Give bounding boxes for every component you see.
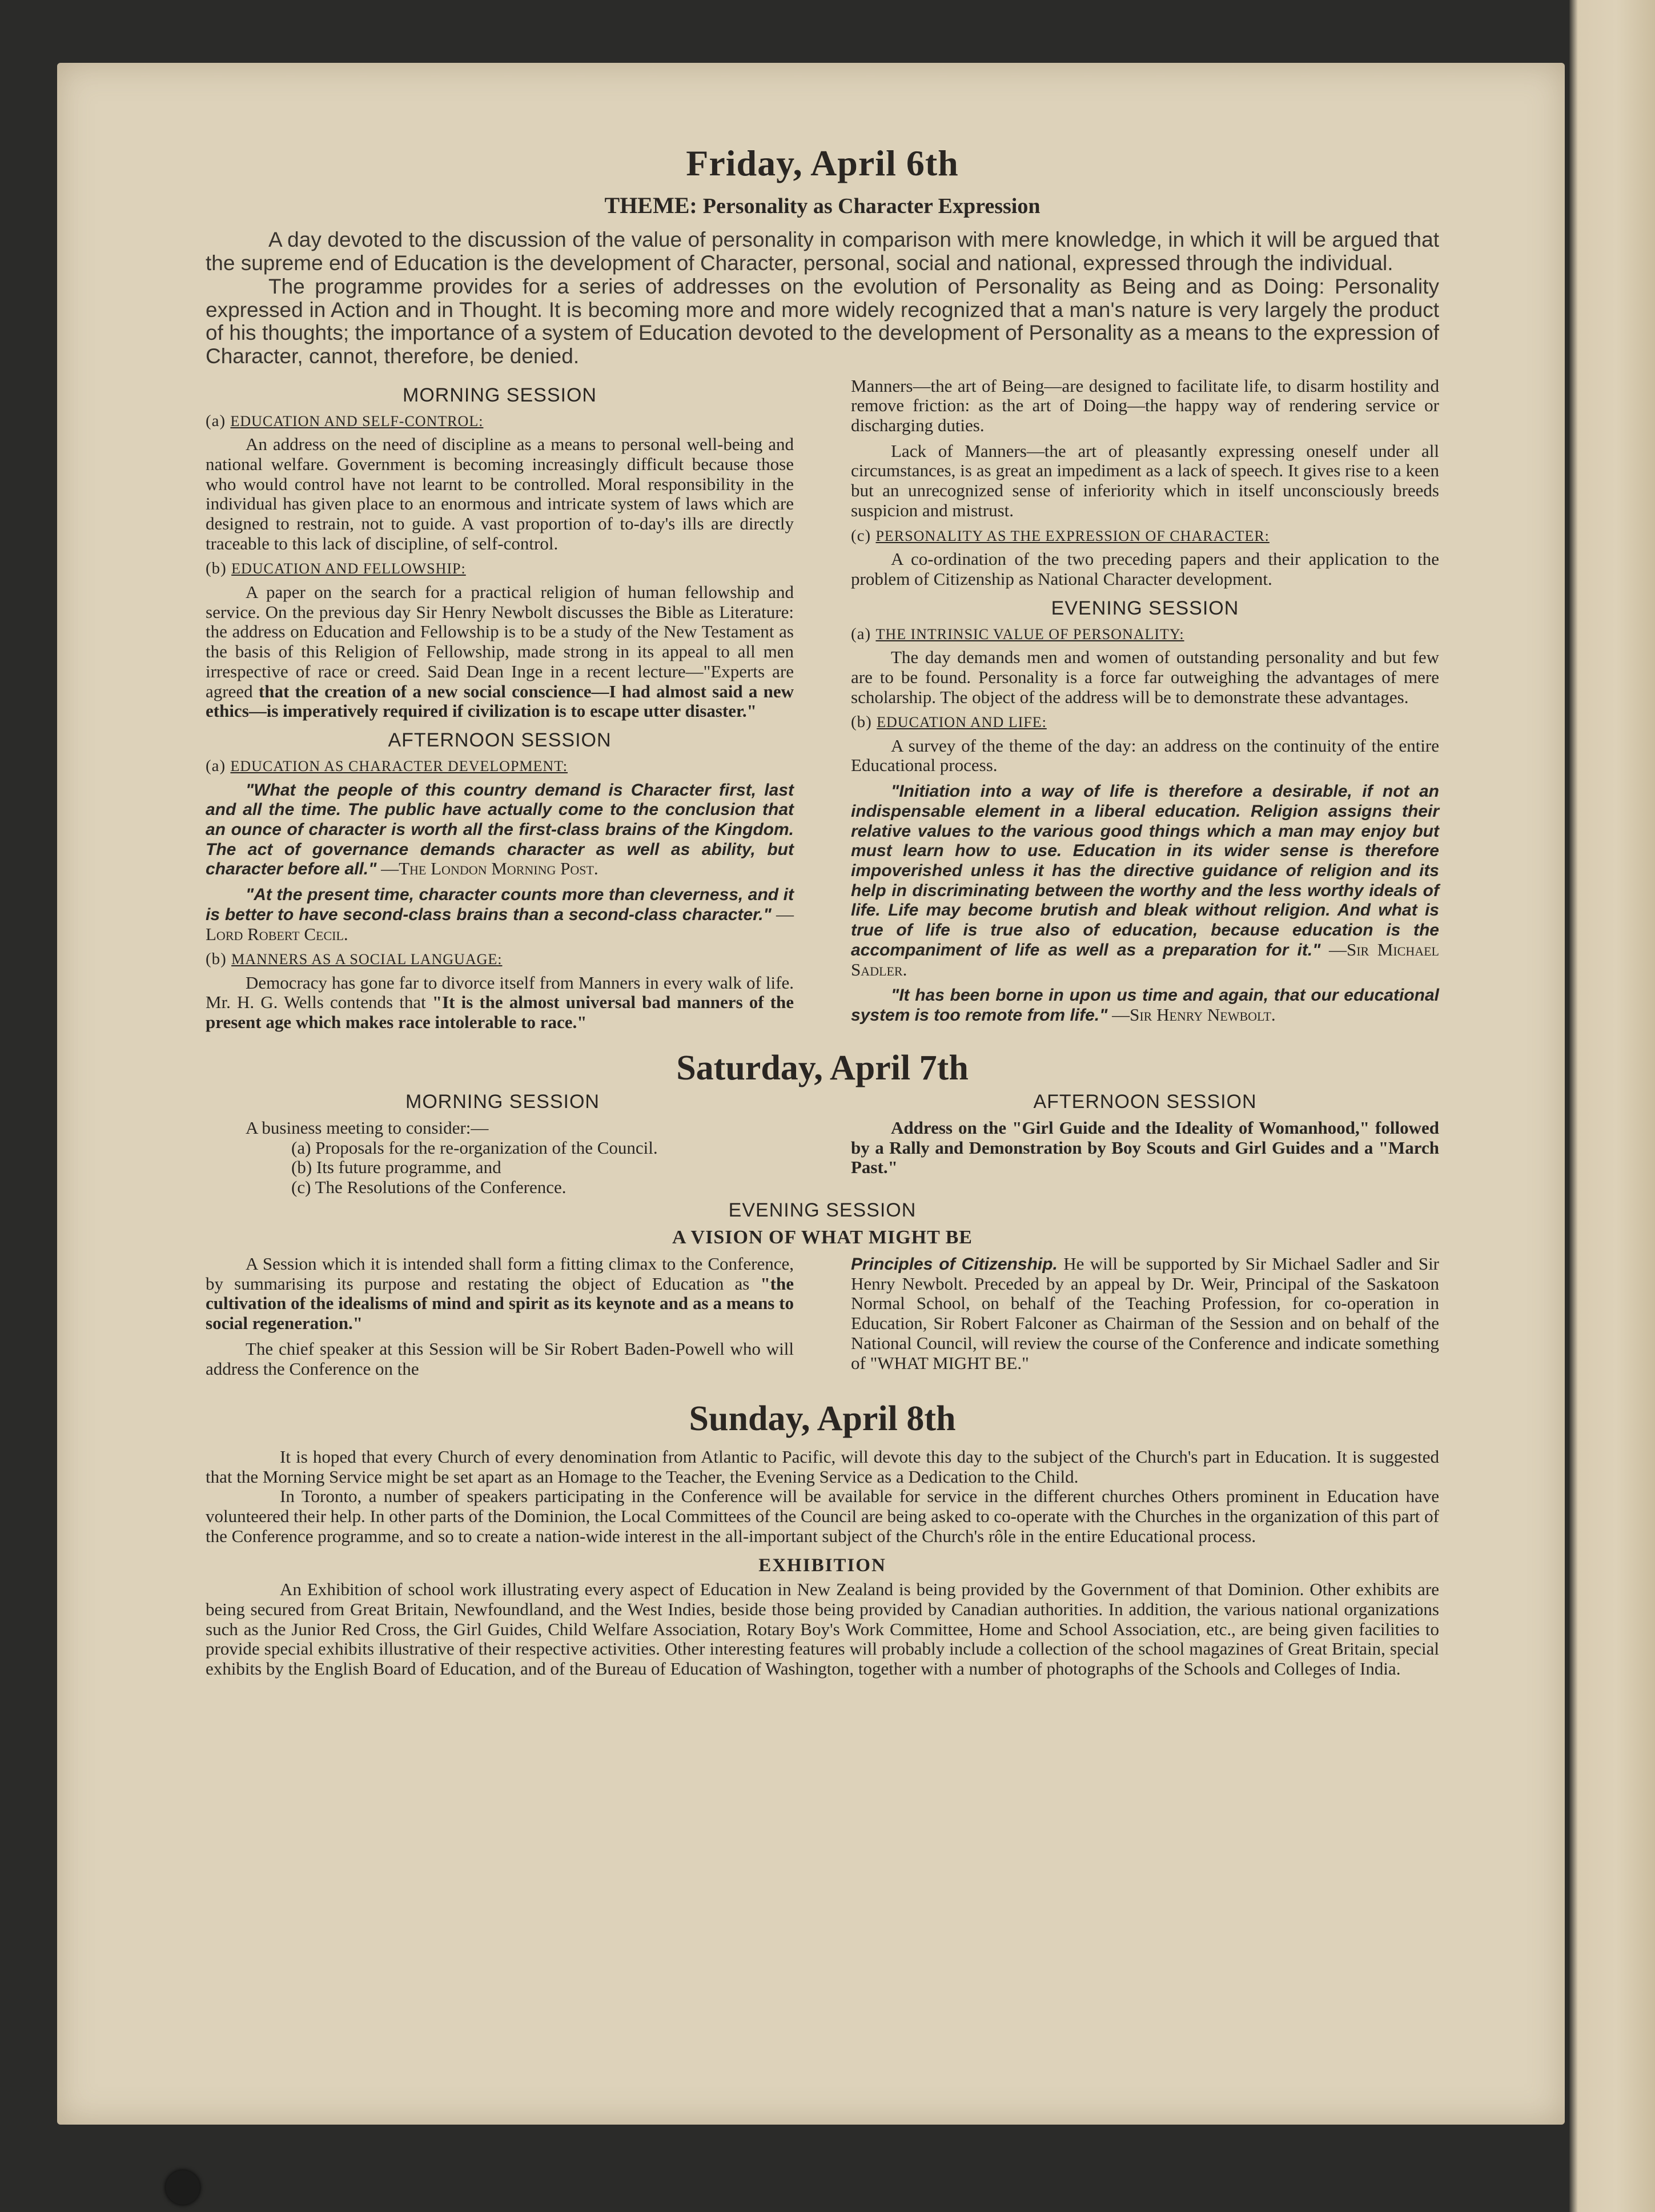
intro-paragraph-2: The programme provides for a series of addresses on the evolution of Personality as Being and as Doing: Personality expressed in Action and in Thought. It is becoming more and more widely recognized that a man's nature is very largely the product of his thoughts; the importance of a system of Education devoted to the development of Personality as a means to the expression of Character, cannot, therefore, be denied.: [206, 274, 1439, 368]
saturday-afternoon-heading: AFTERNOON SESSION: [1033, 1090, 1257, 1113]
afternoon-c-heading: (c) PERSONALITY AS THE EXPRESSION OF CHARACTER:: [851, 526, 1270, 545]
sunday-title: Sunday, April 8th: [689, 1399, 956, 1439]
adjacent-page-edge: [1569, 0, 1655, 2212]
vision-text-1: A Session which it is intended shall form a fitting climax to the Conference, by summarising its purpose and restating the object of Education as "the cultivation of the idealisms of mind and spirit as its keynote and as a means to social regeneration.": [206, 1254, 794, 1334]
morning-a-text: An address on the need of discipline as a means to personal well-being and national welfare. Government is becoming increasingly difficult because those who would control have not learnt to be controlled. Moral responsibility in the individual has given place to an enormous and intricate system of laws which are designed to restrain, not to guide. A vast proportion of to-day's ills are directly traceable to this lack of discipline, of self-control.: [206, 434, 794, 553]
friday-right-column: [851, 376, 1439, 1038]
friday-left-column: [206, 376, 794, 1038]
afternoon-b-text-3: Lack of Manners—the art of pleasantly expressing oneself under all circumstances, is as great an impediment as a lack of speech. It gives rise to a keen but an unrecognized sense of inferiority which in itself unconsciously breeds suspicion and mistrust.: [851, 440, 1439, 520]
vision-text-2: The chief speaker at this Session will be Sir Robert Baden-Powell who will address the Conference on the: [206, 1338, 794, 1379]
document-content: [206, 143, 1439, 1679]
vision-right-column: [851, 1254, 1439, 1384]
exhibition-text: An Exhibition of school work illustrating every aspect of Education in New Zealand is being provided by the Government of that Dominion. Other exhibits are being secured from Great Britain, Newfoundland, and the West Indies, beside those being provided by Canadian authorities. In addition, the various national organizations such as the Junior Red Cross, the Girl Guides, Child Welfare Association, Rotary Boy's Work Committee, Home and School Association, etc., are being given facilities to provide special exhibits illustrative of their respective activities. Other interesting features will probably include a collection of the school magazines of Great Britain, special exhibits by the English Board of Education, and of the Bureau of Education of Washington, together with a number of photographs of the Schools and Colleges of India.: [206, 1579, 1439, 1679]
evening-b-quote-2: "It has been borne in upon us time and again, that our educational system is too remote from life." —Sir Henry Newbolt.: [851, 986, 1439, 1025]
afternoon-b-text: Democracy has gone far to divorce itself from Manners in every walk of life. Mr. H. G. Wells contends that "It is the almost universal bad manners of the present age which makes race intolerable to race.": [206, 972, 794, 1033]
evening-a-heading: (a) THE INTRINSIC VALUE OF PERSONALITY:: [851, 624, 1184, 643]
list-item: (c) The Resolutions of the Conference.: [291, 1177, 567, 1198]
vision-heading: A VISION OF WHAT MIGHT BE: [672, 1226, 973, 1248]
saturday-morning-list: [206, 1138, 800, 1198]
morning-session-heading: MORNING SESSION: [403, 384, 597, 406]
evening-a-text: The day demands men and women of outstanding personality and but few are to be found. Personality is a force far outweighing the advantages of mere scholarship. The object of the address will be to demonstrate these advantages.: [851, 647, 1439, 707]
list-item: (a) Proposals for the re-organization of the Council.: [291, 1137, 658, 1158]
afternoon-a-quote: "What the people of this country demand is Character first, last and all the time. The public have actually come to the conclusion that an ounce of character is worth all the first-class brains of the Kingdom. The act of governance demands character as well as ability, but character before all." —The London Morning Post.: [206, 780, 794, 879]
sunday-section: [206, 1447, 1439, 1679]
saturday-morning-heading: MORNING SESSION: [405, 1090, 600, 1113]
sunday-text-1: It is hoped that every Church of every denomination from Atlantic to Pacific, will devote this day to the subject of the Church's part in Education. It is suggested that the Morning Service might be set apart as an Homage to the Teacher, the Evening Service as a Dedication to the Child.: [206, 1446, 1439, 1487]
binder-hole: [166, 2170, 200, 2205]
friday-intro: [206, 228, 1439, 368]
friday-theme: [206, 193, 1439, 219]
sunday-text-2: In Toronto, a number of speakers participating in the Conference will be available for service in the different churches Others prominent in Education have volunteered their help. In other parts of the Dominion, the Local Committees of the Council are being asked to co-operate with the Churches in the organization of this part of the Conference programme, and so to create a nation-wide interest in the all-important subject of the Church's rôle in the entire Educational process.: [206, 1486, 1439, 1546]
exhibition-heading: EXHIBITION: [758, 1555, 886, 1576]
afternoon-a-quote-2: "At the present time, character counts more than cleverness, and it is better to have second-class brains than a second-class character." —Lord Robert Cecil.: [206, 885, 794, 944]
friday-title: Friday, April 6th: [686, 143, 959, 183]
afternoon-b-heading: (b) MANNERS AS A SOCIAL LANGUAGE:: [206, 950, 503, 969]
afternoon-a-heading: (a) EDUCATION AS CHARACTER DEVELOPMENT:: [206, 757, 568, 776]
afternoon-c-text: A co-ordination of the two preceding papers and their application to the problem of Citizenship as National Character development.: [851, 549, 1439, 589]
evening-session-heading: EVENING SESSION: [1051, 597, 1239, 619]
vision-columns: [206, 1254, 1439, 1384]
morning-a-heading: (a) EDUCATION AND SELF-CONTROL:: [206, 411, 484, 430]
saturday-evening-heading: EVENING SESSION: [728, 1199, 917, 1221]
theme-label: THEME:: [604, 192, 697, 218]
evening-b-text: A survey of the theme of the day: an address on the continuity of the entire Educational process.: [851, 735, 1439, 776]
morning-b-text: A paper on the search for a practical religion of human fellowship and service. On the previous day Sir Henry Newbolt discusses the Bible as Literature: the address on Education and Fellowship is to be a study of the New Testament as the basis of this Religion of Fellowship, made strong in its appeal to all men irrespective of race or creed. Said Dean Inge in a recent lecture—"Experts are agreed that the creation of a new social conscience—I had almost said a new ethics—is imperatively required if civilization is to escape utter disaster.": [206, 581, 794, 721]
evening-b-quote: "Initiation into a way of life is therefore a desirable, if not an indispensable element in a liberal education. Religion assigns their relative values to the various good things which a man may enjoy but must learn how to use. Education in its wider sense is therefore impoverished unless it has the directive guidance of religion and its help in discriminating between the worthy and the less worthy ideals of life. Life may become brutish and bleak without religion. And what is true of life is true also of education, because education is the accompaniment of life as well as a preparation for it." —Sir Michael Sadler.: [851, 782, 1439, 979]
evening-b-heading: (b) EDUCATION AND LIFE:: [851, 713, 1047, 732]
saturday-title: Saturday, April 7th: [676, 1048, 969, 1087]
saturday-morning: [206, 1083, 800, 1198]
saturday-afternoon: [851, 1083, 1439, 1178]
theme-text: Personality as Character Expression: [702, 194, 1041, 218]
list-item: (b) Its future programme, and: [291, 1157, 501, 1178]
saturday-section: [206, 1048, 1439, 1198]
afternoon-b-text-2: Manners—the art of Being—are designed to facilitate life, to disarm hostility and remove friction: as the art of Doing—the happy way of rendering service or discharging duties.: [851, 375, 1439, 436]
intro-paragraph-1: A day devoted to the discussion of the value of personality in comparison with mere knowledge, in which it will be argued that the supreme end of Education is the development of Character, personal, social and national, expressed through the individual.: [206, 228, 1439, 275]
saturday-afternoon-text: Address on the "Girl Guide and the Ideality of Womanhood," followed by a Rally and Demonstration by Boy Scouts and Girl Guides and a "March Past.": [851, 1117, 1439, 1178]
friday-columns: [206, 376, 1439, 1038]
saturday-morning-intro: A business meeting to consider:—: [246, 1117, 489, 1138]
morning-b-heading: (b) EDUCATION AND FELLOWSHIP:: [206, 559, 466, 578]
afternoon-session-heading: AFTERNOON SESSION: [388, 729, 612, 751]
vision-left-column: [206, 1254, 794, 1384]
vision-text-3: Principles of Citizenship. He will be supported by Sir Michael Sadler and Sir Henry Newbolt. Preceded by an appeal by Dr. Weir, Principal of the Saskatoon Normal School, on behalf of the Teaching Profession, for co-operation in Education, Sir Robert Falconer as Chairman of the Session and on behalf of the National Council, will review the course of the Conference and indicate something of "WHAT MIGHT BE.": [851, 1254, 1440, 1373]
